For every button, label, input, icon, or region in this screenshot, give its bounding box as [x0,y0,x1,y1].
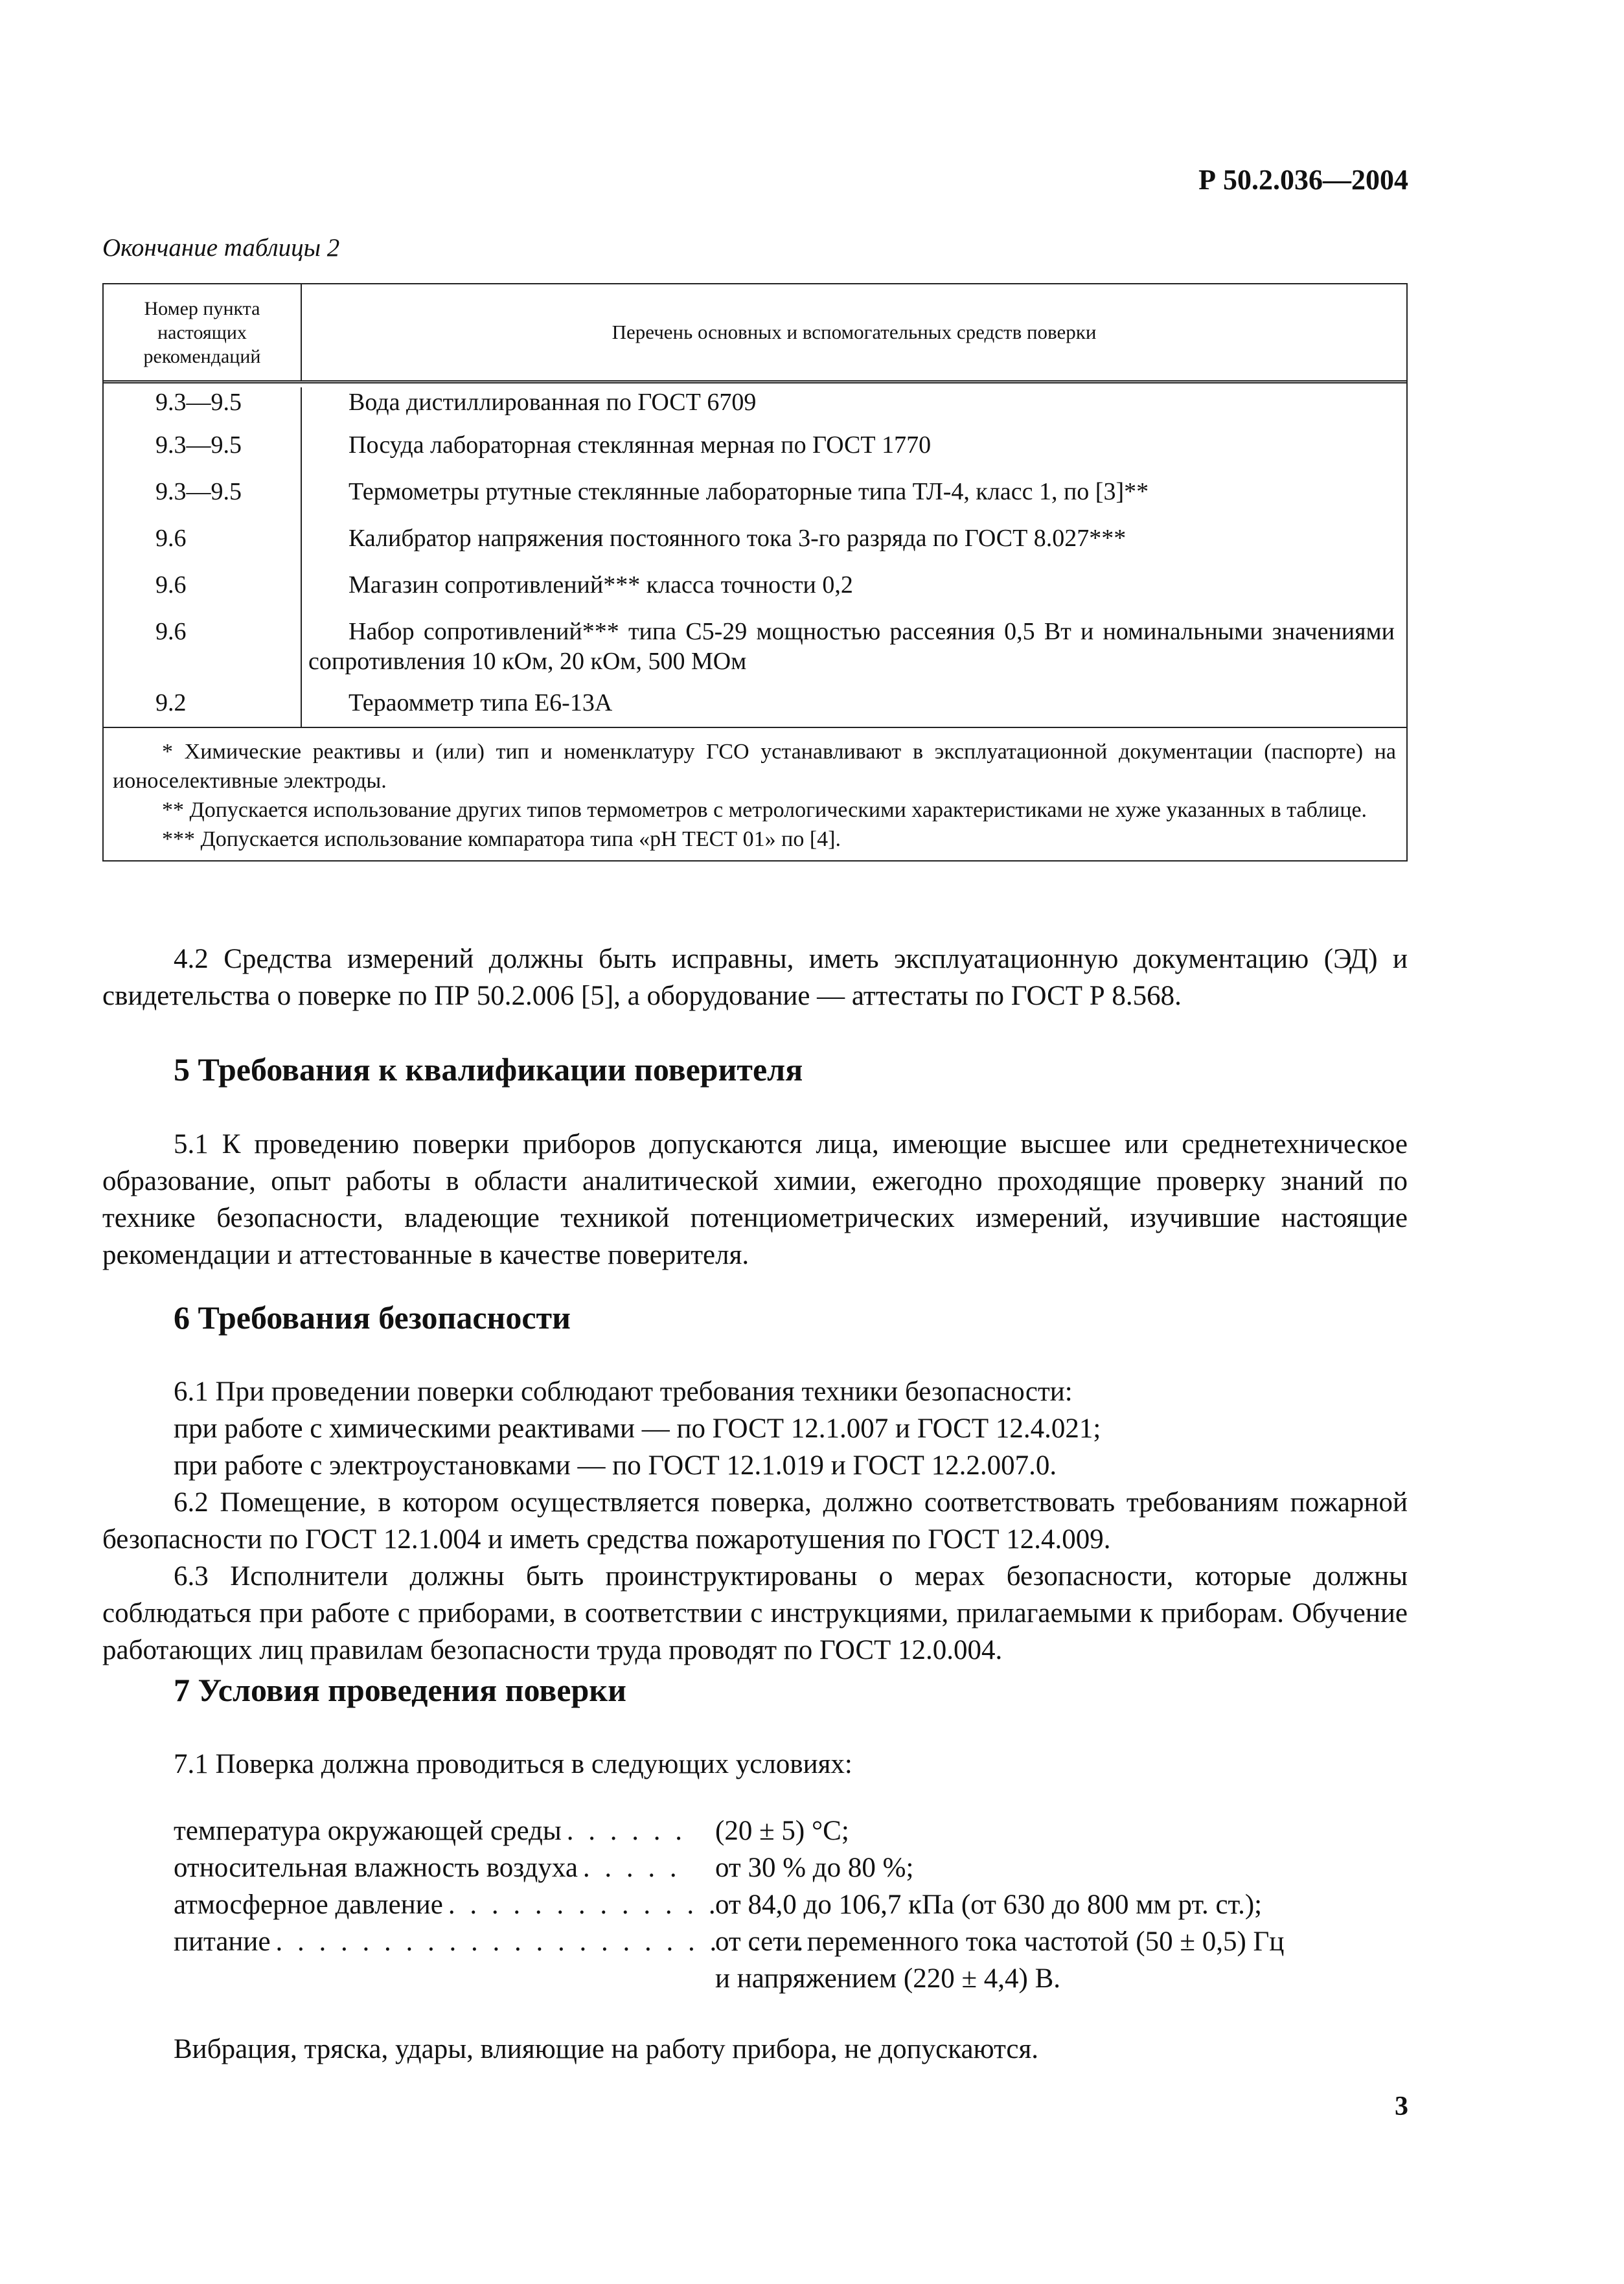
footnote: * Химические реактивы и (или) тип и номенклатуру ГСО устанавливают в эксплуатационной документации (паспорте) на ионоселективные электроды. [113,740,1396,793]
row-number: 9.6 [104,523,302,570]
paragraph-6-1b: при работе с электроустановками — по ГОСТ 12.1.019 и ГОСТ 12.2.007.0. [174,1450,1057,1481]
paragraph-7-1: 7.1 Поверка должна проводиться в следующих условиях: [174,1749,852,1779]
table-row [104,523,1406,570]
footnote: *** Допускается использование компаратора типа «pH ТЕСТ 01» по [4]. [162,827,841,851]
section-7-title: 7 Условия проведения поверки [174,1672,626,1708]
condition-value: от 84,0 до 106,7 кПа (от 630 до 800 мм рт. ст.); [715,1890,1263,1920]
table-row [104,477,1406,523]
row-text: Калибратор напряжения постоянного тока 3-го разряда по ГОСТ 8.027*** [349,525,1127,552]
table-row [104,430,1406,477]
condition-label: питание [174,1926,276,1957]
condition-value: от сети переменного тока частотой (50 ± 0,5) Гц [715,1926,1285,1957]
condition-row: питание . . . . . . . . . . . . . . . . . . . . . . . . . от сети переменного тока частотой (50 ± 0,5) Гц [174,1923,1284,1960]
table-caption: Окончание таблицы 2 [102,234,340,262]
section-5-title: 5 Требования к квалификации поверителя [174,1051,803,1088]
condition-value-continued: и напряжением (220 ± 4,4) В. [715,1963,1061,1994]
paragraph-4-2: 4.2 Средства измерений должны быть исправны, иметь эксплуатационную документацию (ЭД) и свидетельства о поверке по ПР 50.2.006 [5], а оборудование — аттестаты по ГОСТ Р 8.568. [102,944,1408,1011]
condition-label: атмосферное давление [174,1890,448,1920]
row-text: Вода дистиллированная по ГОСТ 6709 [349,389,757,416]
table-row [104,383,1406,430]
paragraph-6-1: 6.1 При проведении поверки соблюдают требования техники безопасности: [174,1376,1073,1407]
table-header [104,284,1406,383]
condition-label: относительная влажность воздуха [174,1853,583,1883]
table-row [104,570,1406,617]
section-6-title: 6 Требования безопасности [174,1299,571,1336]
row-text: Набор сопротивлений*** типа С5-29 мощностью рассеяния 0,5 Вт и номинальными значениями сопротивления 10 кОм, 20 кОм, 500 МОм [308,618,1395,675]
paragraph-6-1a: при работе с химическими реактивами — по ГОСТ 12.1.007 и ГОСТ 12.4.021; [174,1413,1101,1444]
row-number: 9.3—9.5 [104,477,302,523]
table-row [104,617,1406,688]
paragraph-6-2: 6.2 Помещение, в котором осуществляется поверка, должно соответствовать требованиям пожарной безопасности по ГОСТ 12.1.004 и иметь средства пожаротушения по ГОСТ 12.4.009. [102,1487,1408,1555]
row-text: Магазин сопротивлений*** класса точности 0,2 [349,571,853,599]
header-item-number: Номер пункта настоящих рекомендаций [104,284,302,380]
row-text: Посуда лабораторная стеклянная мерная по ГОСТ 1770 [349,431,932,459]
document-code: Р 50.2.036—2004 [1198,164,1408,196]
row-text: Тераомметр типа Е6-13А [349,689,613,716]
row-number: 9.2 [104,688,302,727]
table-footnotes [104,727,1406,860]
section-6-body [102,1373,1408,1669]
equipment-table [102,283,1408,862]
condition-value: (20 ± 5) °С; [715,1816,849,1846]
condition-row: относительная влажность воздуха . . . . . от 30 % до 80 %; [174,1849,1284,1886]
row-number: 9.3—9.5 [104,430,302,477]
footnote: ** Допускается использование других типов термометров с метрологическими характеристиками не хуже указанных в таблице. [162,798,1367,822]
conditions-list [174,1812,1284,1997]
page-number: 3 [1395,2092,1408,2121]
row-number: 9.6 [104,617,302,688]
condition-label: температура окружающей среды [174,1816,567,1846]
row-number: 9.6 [104,570,302,617]
paragraph-5-1: 5.1 К проведению поверки приборов допускаются лица, имеющие высшее или среднетехническое образование, опыт работы в области аналитической химии, ежегодно проходящие проверку знаний по технике безопасности, владеющие техникой потенциометрических измерений, изучившие настоящие рекомендации и аттестованные в качестве поверителя. [102,1129,1408,1270]
paragraph-vibration: Вибрация, тряска, удары, влияющие на работу прибора, не допускаются. [174,2034,1039,2064]
condition-row: атмосферное давление . . . . . . . . . . . . . от 84,0 до 106,7 кПа (от 630 до 800 мм рт. ст.); [174,1886,1284,1923]
header-equipment-list: Перечень основных и вспомогательных средств поверки [612,321,1097,343]
condition-row [174,1960,1284,1997]
condition-row: температура окружающей среды . . . . . . (20 ± 5) °С; [174,1812,1284,1849]
condition-value: от 30 % до 80 %; [715,1853,914,1883]
row-number: 9.3—9.5 [104,387,302,430]
table-row [104,688,1406,727]
row-text: Термометры ртутные стеклянные лабораторные типа ТЛ-4, класс 1, по [3]** [349,478,1149,505]
paragraph-6-3: 6.3 Исполнители должны быть проинструктированы о мерах безопасности, которые должны соблюдаться при работе с приборами, в соответствии с инструкциями, прилагаемыми к приборам. Обучение работающих лиц правилам безопасности труда проводят по ГОСТ 12.0.004. [102,1561,1408,1665]
